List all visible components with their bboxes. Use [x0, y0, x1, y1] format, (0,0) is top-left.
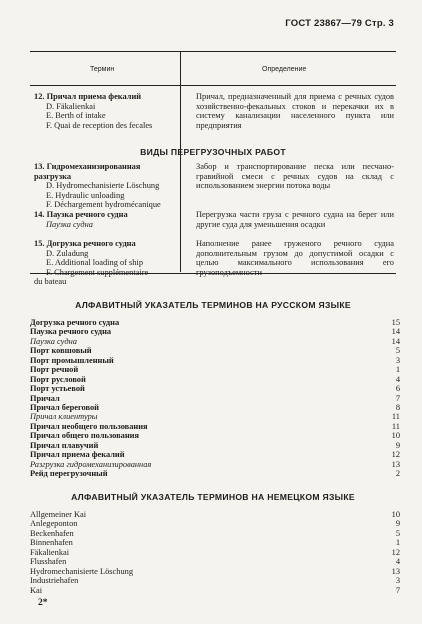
index-row [30, 529, 400, 538]
index-term: Рейд перегрузочный [30, 469, 108, 478]
definition-15: Наполнение ранее груженого речного судна дополнительным грузом до допустимой осадки с целью максимального использования его грузоподъемности [196, 239, 394, 277]
term-entry-15 [34, 239, 179, 287]
index-row [30, 567, 400, 576]
index-term: Порт ковшовый [30, 346, 92, 356]
index-row [30, 365, 400, 374]
index-term: Причал плавучий [30, 440, 99, 450]
page-header: ГОСТ 23867—79 Стр. 3 [285, 18, 394, 29]
index-number: 10 [391, 431, 400, 441]
de-index-title: АЛФАВИТНЫЙ УКАЗАТЕЛЬ ТЕРМИНОВ НА НЕМЕЦКОМ ЯЗЫКЕ [71, 492, 355, 502]
index-row [30, 538, 400, 547]
definition-14: Перегрузка части груза с речного судна на берег или другие суда для уменьшения осадки [196, 210, 394, 229]
index-term: Причал [30, 393, 60, 403]
term-synonym: Паузка судна [46, 219, 93, 229]
index-term: Beckenhafen [30, 528, 74, 538]
term-fr: F. Déchargement hydromécanique [46, 200, 161, 210]
index-number: 9 [395, 440, 400, 450]
index-term: Паузка речного судна [30, 327, 112, 337]
index-row [30, 412, 400, 421]
index-number: 12 [391, 547, 400, 557]
index-number: 14 [391, 327, 400, 337]
term-ru: 14. Паузка речного судна [34, 210, 128, 219]
table-column-divider [180, 51, 181, 272]
index-number: 11 [391, 412, 400, 422]
index-number: 5 [395, 346, 400, 356]
index-term: Anlegeponton [30, 519, 78, 529]
index-row [30, 422, 400, 431]
term-de: D. Hydromechanisierte Löschung [46, 181, 160, 191]
index-row [30, 548, 400, 557]
index-term: Порт промышленный [30, 355, 114, 365]
index-term: Порт речной [30, 365, 79, 375]
index-row [30, 346, 400, 355]
index-number: 4 [395, 557, 400, 567]
index-term: Разгрузка гидромеханизированная [30, 459, 152, 469]
term-ru: 12. Причал приема фекалий [34, 92, 142, 101]
term-entry-14 [34, 210, 179, 229]
index-term: Догрузка речного судна [30, 318, 120, 327]
term-en: E. Hydraulic unloading [46, 190, 125, 200]
index-number: 6 [395, 384, 400, 394]
index-term: Причал клиентуры [30, 412, 98, 422]
ru-index-title: АЛФАВИТНЫЙ УКАЗАТЕЛЬ ТЕРМИНОВ НА РУССКОМ ЯЗЫКЕ [75, 300, 351, 310]
index-term: Причал приема фекалий [30, 450, 125, 460]
term-fr: F. Quai de reception des fecales [46, 120, 153, 130]
index-number: 7 [395, 585, 400, 595]
index-term: Kai [30, 585, 43, 595]
index-row [30, 403, 400, 412]
index-number: 15 [391, 318, 400, 327]
term-de: D. Zuladung [46, 248, 89, 258]
index-row [30, 318, 400, 327]
index-number: 9 [395, 519, 400, 529]
index-number: 1 [395, 365, 400, 375]
definition-12: Причал, предназначенный для приема с речных судов хозяйственно-фекальных стоков и перекачки их в систему канализации населенного пункта или предприятия [196, 92, 394, 130]
page-footer: 2* [38, 598, 48, 608]
index-term: Паузка судна [30, 336, 77, 346]
index-term: Allgemeiner Kai [30, 510, 87, 519]
index-row [30, 510, 400, 519]
index-term: Binnenhafen [30, 538, 73, 548]
index-term: Порт устьевой [30, 384, 85, 394]
term-entry-13 [34, 162, 179, 210]
index-term: Причал береговой [30, 402, 99, 412]
term-entry-12 [34, 92, 179, 130]
index-row [30, 576, 400, 585]
index-row [30, 356, 400, 365]
index-term: Industriehafen [30, 576, 79, 586]
index-row [30, 469, 400, 478]
index-number: 14 [391, 336, 400, 346]
index-row [30, 337, 400, 346]
de-index-list [30, 510, 400, 595]
index-row [30, 557, 400, 566]
index-row [30, 327, 400, 336]
index-row [30, 375, 400, 384]
table-header-row [30, 51, 396, 86]
index-number: 1 [395, 538, 400, 548]
index-term: Flusshafen [30, 557, 67, 567]
index-row [30, 450, 400, 459]
section-title: ВИДЫ ПЕРЕГРУЗОЧНЫХ РАБОТ [140, 147, 286, 157]
index-row [30, 394, 400, 403]
index-term: Hydromechanisierte Löschung [30, 566, 134, 576]
index-row [30, 431, 400, 440]
index-term: Fäkalienkai [30, 547, 70, 557]
index-number: 2 [395, 469, 400, 478]
term-fr-continued: du bateau [34, 277, 67, 287]
index-row [30, 519, 400, 528]
index-number: 3 [395, 355, 400, 365]
column-header-definition: Определение [262, 66, 307, 73]
index-number: 5 [395, 528, 400, 538]
index-number: 13 [391, 459, 400, 469]
index-row [30, 460, 400, 469]
index-number: 3 [395, 576, 400, 586]
column-header-term: Термин [90, 66, 115, 73]
index-number: 11 [391, 421, 400, 431]
term-en: E. Additional loading of ship [46, 258, 144, 268]
index-row [30, 384, 400, 393]
index-row [30, 586, 400, 595]
term-de: D. Fäkalienkai [46, 101, 96, 111]
index-number: 10 [391, 510, 400, 519]
term-ru: 15. Догрузка речного судна [34, 239, 136, 248]
term-fr: F. Chargement supplémentaire [46, 267, 149, 277]
index-number: 12 [391, 450, 400, 460]
index-number: 7 [395, 393, 400, 403]
index-term: Причал необщего пользования [30, 421, 148, 431]
term-en: E. Berth of intake [46, 111, 106, 121]
index-number: 8 [395, 402, 400, 412]
term-ru: 13. Гидромеханизированная разгрузка [34, 162, 141, 181]
definition-13: Забор и транспортирование песка или песчано-гравийной смеси с речных судов на склад с использованием энергии потока воды [196, 162, 394, 191]
index-term: Причал общего пользования [30, 431, 140, 441]
index-term: Порт русловой [30, 374, 86, 384]
index-number: 4 [395, 374, 400, 384]
index-row [30, 441, 400, 450]
ru-index-list [30, 318, 400, 478]
index-number: 13 [391, 566, 400, 576]
